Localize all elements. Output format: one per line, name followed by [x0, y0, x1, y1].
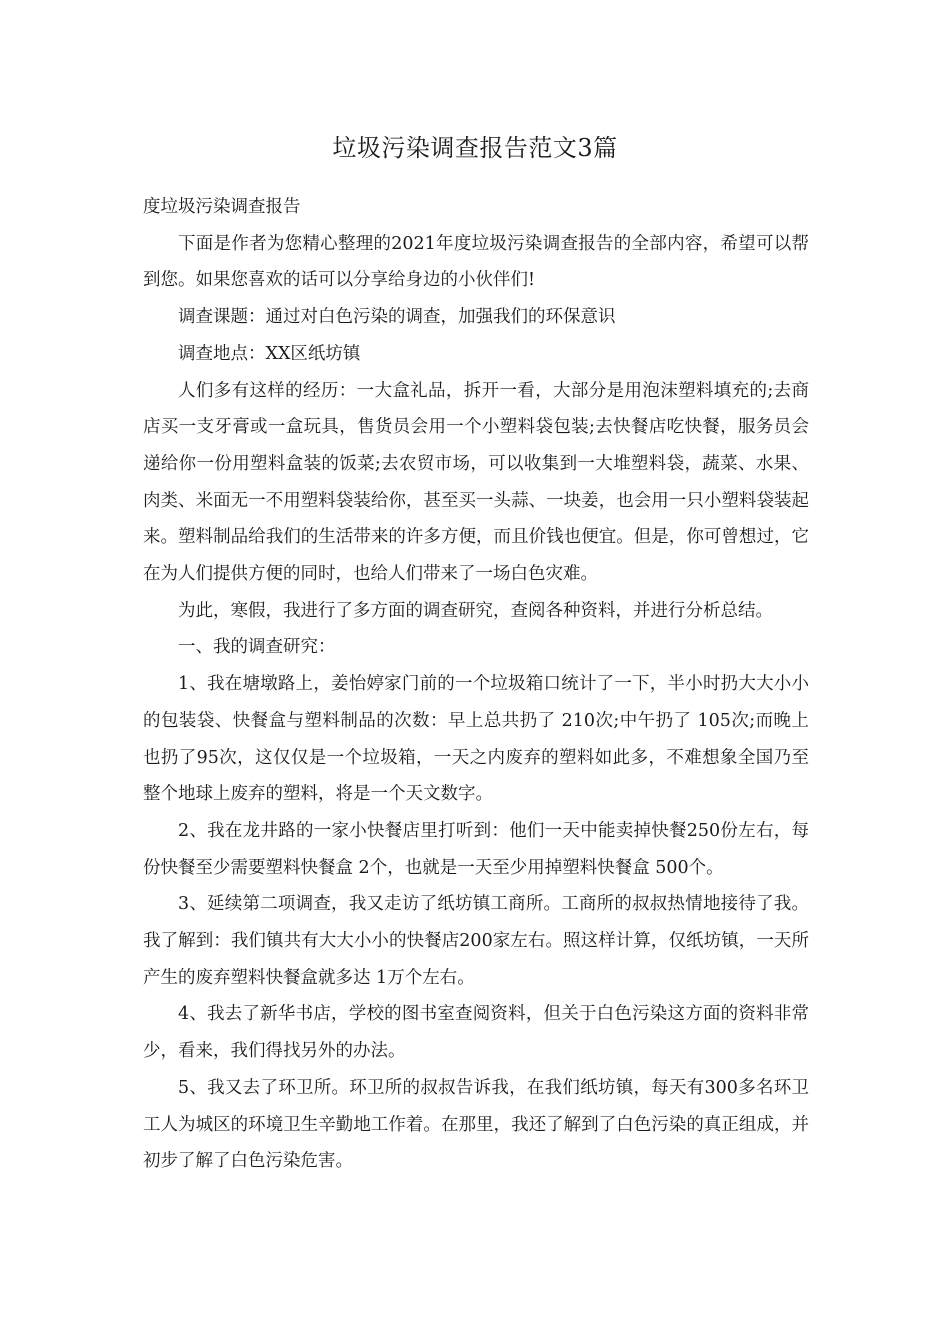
finding-paragraph-5: 5、我又去了环卫所。环卫所的叔叔告诉我，在我们纸坊镇，每天有300多名环卫工人为城区的环境卫生辛勤地工作着。在那里，我还了解到了白色污染的真正组成，并初步了解了白色污染危害。 [143, 1077, 809, 1172]
document-title: 垃圾污染调查报告范文3篇 [332, 134, 618, 162]
survey-topic-paragraph: 调查课题：通过对白色污染的调查，加强我们的环保意识 [178, 307, 616, 328]
finding-paragraph-3: 3、延续第二项调查，我又走访了纸坊镇工商所。工商所的叔叔热情地接待了我。我了解到：我们镇共有大大小小的快餐店200家左右。照这样计算，仅纸坊镇，一天所产生的废弃塑料快餐盒就多达 1万个左右。 [143, 894, 809, 988]
finding-paragraph-4: 4、我去了新华书店，学校的图书室查阅资料，但关于白色污染这方面的资料非常少，看来，我们得找另外的办法。 [143, 1004, 809, 1062]
section-heading: 一、我的调查研究： [178, 637, 336, 658]
background-paragraph: 人们多有这样的经历：一大盒礼品，拆开一看，大部分是用泡沫塑料填充的;去商店买一支牙膏或一盒玩具，售货员会用一个小塑料袋包装;去快餐店吃快餐，服务员会递给你一份用塑料盒装的饭菜;去农贸市场，可以收集到一大堆塑料袋，蔬菜、水果、肉类、米面无一不用塑料袋装给你，甚至买一头蒜、一块姜，也会用一只小塑料袋装起来。塑料制品给我们的生活带来的许多方便，而且价钱也便宜。但是，你可曾想过，它在为人们提供方便的同时，也给人们带来了一场白色灾难。 [143, 380, 809, 585]
finding-paragraph-1: 1、我在塘墩路上，姜怡婷家门前的一个垃圾箱口统计了一下，半小时扔大大小小的包装袋、快餐盒与塑料制品的次数：早上总共扔了 210次;中午扔了 105次;而晚上也扔了95次，这仅仅是一个垃圾箱，一天之内废弃的塑料如此多，不难想象全国乃至整个地球上废弃的塑料，将是一个天文数字。 [143, 674, 809, 805]
subtitle-paragraph: 度垃圾污染调查报告 [143, 197, 301, 217]
survey-location-paragraph: 调查地点：XX区纸坊镇 [178, 343, 361, 364]
intro-paragraph: 下面是作者为您精心整理的2021年度垃圾污染调查报告的全部内容，希望可以帮到您。如果您喜欢的话可以分享给身边的小伙伴们! [143, 233, 809, 291]
document-body [143, 189, 809, 1180]
purpose-paragraph: 为此，寒假，我进行了多方面的调查研究，查阅各种资料，并进行分析总结。 [178, 600, 773, 621]
finding-paragraph-2: 2、我在龙井路的一家小快餐店里打听到：他们一天中能卖掉快餐250份左右，每份快餐至少需要塑料快餐盒 2个，也就是一天至少用掉塑料快餐盒 500个。 [143, 820, 809, 878]
